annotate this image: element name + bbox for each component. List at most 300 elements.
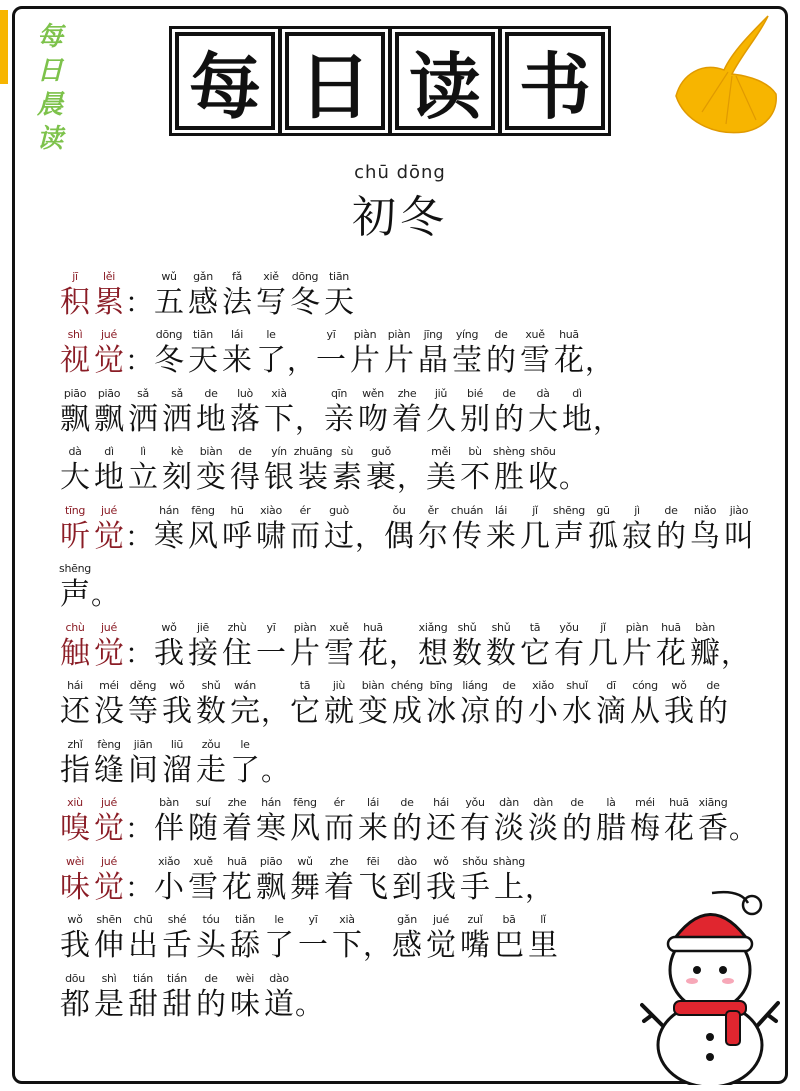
hanzi: 花	[664, 811, 694, 846]
pinyin: shēng	[553, 503, 585, 517]
hanzi: 银	[264, 460, 294, 495]
hanzi-with-pinyin	[492, 854, 526, 906]
hanzi: 的	[698, 694, 728, 729]
pinyin: xuě	[525, 328, 545, 341]
hanzi: 数	[452, 635, 482, 671]
hanzi-with-pinyin	[322, 678, 356, 730]
poem-line	[58, 555, 758, 614]
hanzi-with-pinyin	[424, 444, 458, 496]
hanzi: ，	[721, 636, 750, 670]
hanzi-with-pinyin	[160, 386, 194, 438]
sense-label-char	[58, 854, 92, 906]
pinyin: shèng	[493, 445, 525, 458]
hanzi: 别	[460, 401, 490, 437]
pinyin: piàn	[625, 620, 649, 634]
pinyin: tóu	[202, 913, 220, 926]
hanzi: 几	[588, 635, 618, 671]
hanzi-with-pinyin	[194, 971, 228, 1023]
hanzi: 随	[188, 811, 218, 846]
pinyin: wǒ	[433, 854, 449, 868]
hanzi-with-pinyin	[526, 912, 560, 964]
hanzi-with-pinyin	[92, 444, 126, 496]
hanzi-with-pinyin	[288, 678, 322, 730]
hanzi-with-pinyin	[228, 737, 262, 789]
sense-label-char	[92, 327, 126, 379]
hanzi: 舔	[230, 928, 260, 963]
hanzi: 的	[486, 343, 516, 378]
hanzi: 冬	[290, 284, 320, 320]
hanzi-with-pinyin	[458, 854, 492, 906]
pinyin: hái	[433, 796, 449, 809]
hanzi: 刻	[162, 460, 192, 495]
hanzi: 的	[656, 518, 686, 554]
pinyin: ér	[299, 503, 311, 517]
hanzi-with-pinyin	[152, 327, 186, 379]
hanzi: ：	[125, 519, 154, 553]
hanzi: 嘴	[460, 928, 490, 963]
pinyin: piāo	[259, 854, 283, 868]
pinyin: sǎ	[137, 386, 149, 400]
pinyin: chù	[65, 620, 85, 634]
hanzi-with-pinyin	[382, 503, 416, 555]
pinyin: wǒ	[671, 679, 687, 692]
pinyin: jué	[101, 620, 117, 634]
hanzi-with-pinyin	[586, 620, 620, 672]
pinyin: hán	[159, 503, 179, 517]
pinyin: ǒu	[392, 503, 406, 517]
pinyin: de	[664, 503, 678, 517]
pinyin: xià	[271, 386, 287, 400]
pinyin: guǒ	[371, 445, 391, 458]
hanzi: 想	[418, 635, 448, 671]
pinyin: de	[502, 679, 516, 692]
hanzi: 风	[290, 811, 320, 846]
hanzi-with-pinyin	[526, 795, 560, 847]
hanzi-with-pinyin	[254, 503, 288, 555]
hanzi: 腊	[596, 811, 626, 846]
pinyin: jiē	[197, 620, 209, 634]
hanzi-with-pinyin	[92, 971, 126, 1023]
hanzi-with-pinyin	[450, 503, 484, 555]
hanzi: 它	[520, 635, 550, 671]
poem-line	[58, 672, 758, 731]
hanzi: 片	[384, 343, 414, 378]
hanzi-with-pinyin	[160, 971, 194, 1023]
poem-line	[58, 262, 758, 321]
pinyin: de	[502, 386, 516, 400]
hanzi-with-pinyin	[450, 620, 484, 672]
hanzi: 天	[188, 343, 218, 378]
hanzi-with-pinyin	[654, 503, 688, 555]
hanzi: 触	[60, 635, 90, 671]
pinyin: shōu	[530, 445, 556, 458]
hanzi: 天	[324, 284, 354, 320]
hanzi: 的	[392, 811, 422, 846]
pinyin: zǒu	[201, 737, 221, 751]
punctuation	[126, 620, 152, 672]
hanzi-with-pinyin	[254, 795, 288, 847]
hanzi: 积	[60, 284, 90, 320]
hanzi: 久	[426, 401, 456, 437]
pinyin: jǐ	[600, 620, 606, 634]
banner-char: 书	[505, 32, 605, 130]
hanzi: 我	[60, 928, 90, 963]
pinyin: le	[240, 737, 250, 751]
hanzi: 素	[332, 460, 362, 495]
hanzi: ，	[397, 461, 426, 494]
hanzi-with-pinyin	[492, 386, 526, 438]
hanzi: ：	[125, 344, 154, 377]
pinyin: bàn	[695, 620, 715, 634]
hanzi: 寒	[256, 811, 286, 846]
hanzi: 成	[392, 694, 422, 729]
hanzi-with-pinyin	[288, 503, 322, 555]
side-char: 日	[36, 56, 63, 86]
pinyin: xiǎo	[158, 854, 180, 868]
hanzi: 呼	[222, 518, 252, 554]
hanzi: 大	[528, 401, 558, 437]
hanzi: 还	[60, 694, 90, 729]
hanzi-with-pinyin	[194, 444, 228, 496]
hanzi-with-pinyin	[194, 737, 228, 789]
pinyin: jiù	[332, 679, 346, 692]
hanzi-with-pinyin	[390, 912, 424, 964]
hanzi: 都	[60, 986, 90, 1022]
hanzi-with-pinyin	[322, 269, 356, 321]
pinyin: xuě	[193, 854, 213, 868]
hanzi: 一	[298, 928, 328, 963]
hanzi: 地	[562, 401, 592, 437]
pinyin: chéng	[390, 679, 424, 692]
hanzi: 感	[392, 928, 422, 963]
hanzi-with-pinyin	[288, 620, 322, 672]
hanzi-with-pinyin	[92, 678, 126, 730]
sense-label-char	[58, 327, 92, 379]
hanzi-with-pinyin	[364, 444, 398, 496]
pinyin: shì	[67, 328, 83, 341]
pinyin: xiǎo	[532, 679, 554, 692]
pinyin: fèng	[97, 737, 121, 751]
hanzi: 裹	[366, 460, 396, 495]
hanzi-with-pinyin	[296, 912, 330, 964]
hanzi-with-pinyin	[492, 444, 526, 496]
pinyin: xiě	[263, 269, 279, 283]
poem-line	[58, 613, 758, 672]
poem-line	[58, 730, 758, 789]
hanzi: 有	[554, 635, 584, 671]
hanzi: 了	[230, 752, 260, 788]
hanzi: ，	[287, 344, 316, 377]
hanzi: 美	[426, 460, 456, 495]
pinyin: chū	[133, 913, 153, 926]
hanzi-with-pinyin	[228, 444, 262, 496]
pinyin: lái	[231, 328, 243, 341]
pinyin: luò	[237, 386, 253, 400]
hanzi: 住	[222, 635, 252, 671]
hanzi-with-pinyin	[560, 386, 594, 438]
hanzi-with-pinyin	[228, 678, 262, 730]
pinyin: bù	[468, 445, 482, 458]
hanzi: 甜	[162, 986, 192, 1022]
hanzi: 。	[295, 987, 324, 1021]
hanzi-with-pinyin	[293, 444, 333, 496]
pinyin: yíng	[455, 328, 479, 341]
punctuation	[126, 327, 152, 379]
hanzi: 淡	[494, 811, 524, 846]
pinyin: xiǎng	[418, 620, 448, 634]
hanzi: 。	[729, 812, 758, 845]
sense-label-char	[92, 854, 126, 906]
hanzi-with-pinyin	[58, 386, 92, 438]
pinyin: niǎo	[693, 503, 717, 517]
hanzi: 啸	[256, 518, 286, 554]
banner-char: 读	[395, 32, 495, 130]
hanzi: 花	[656, 635, 686, 671]
hanzi: 飘	[256, 869, 286, 905]
hanzi-with-pinyin	[424, 795, 458, 847]
pinyin: shì	[101, 971, 117, 985]
pinyin: jué	[101, 328, 117, 341]
pinyin: yī	[266, 620, 276, 634]
hanzi-with-pinyin	[194, 386, 228, 438]
pinyin: xuě	[329, 620, 349, 634]
punctuation	[560, 444, 586, 496]
pinyin: fǎ	[231, 269, 242, 283]
pinyin: zhe	[397, 386, 417, 400]
hanzi-with-pinyin	[160, 912, 194, 964]
pinyin: shǔ	[201, 679, 221, 692]
hanzi: 雪	[324, 635, 354, 671]
hanzi: 地	[94, 460, 124, 495]
pinyin: měi	[431, 445, 451, 458]
hanzi: 传	[452, 518, 482, 554]
hanzi-with-pinyin	[356, 386, 390, 438]
hanzi: 声	[554, 518, 584, 554]
hanzi: 大	[60, 460, 90, 495]
hanzi-with-pinyin	[688, 620, 722, 672]
pinyin: fēng	[293, 796, 317, 809]
hanzi-with-pinyin	[424, 854, 458, 906]
punctuation	[296, 386, 322, 438]
hanzi-with-pinyin	[628, 795, 662, 847]
punctuation	[364, 912, 390, 964]
punctuation	[526, 854, 552, 906]
punctuation	[126, 854, 152, 906]
hanzi: 落	[230, 401, 260, 437]
hanzi: 伴	[154, 811, 184, 846]
hanzi: 没	[94, 694, 124, 729]
pinyin: dōng	[291, 269, 319, 283]
pinyin: dàn	[533, 796, 553, 809]
pinyin: bā	[502, 913, 516, 926]
hanzi-with-pinyin	[322, 795, 356, 847]
punctuation	[126, 503, 152, 555]
hanzi: 道	[264, 986, 294, 1022]
hanzi: 写	[256, 284, 286, 320]
hanzi: 味	[60, 869, 90, 905]
pinyin: jiān	[133, 737, 153, 751]
poem-title: 初冬	[352, 192, 448, 243]
side-text-morning-reading	[30, 20, 70, 156]
pinyin: lěi	[103, 269, 115, 283]
punctuation	[126, 795, 152, 847]
pinyin: dà	[68, 445, 82, 458]
hanzi: 变	[358, 694, 388, 729]
sense-label-char	[92, 795, 126, 847]
hanzi: 就	[324, 694, 354, 729]
pinyin: huā	[227, 854, 247, 868]
pinyin: tiǎn	[235, 913, 255, 926]
pinyin: jué	[101, 854, 117, 868]
hanzi-with-pinyin	[492, 795, 526, 847]
hanzi-with-pinyin	[126, 386, 160, 438]
hanzi: 还	[426, 811, 456, 846]
pinyin: zhuāng	[293, 445, 333, 458]
side-char: 晨	[36, 90, 63, 120]
hanzi: 数	[196, 694, 226, 729]
hanzi-with-pinyin	[228, 386, 262, 438]
hanzi: 觉	[94, 343, 124, 378]
pinyin: wěn	[362, 386, 384, 400]
hanzi-with-pinyin	[58, 561, 92, 613]
hanzi: ，	[261, 695, 290, 728]
pinyin: shēng	[59, 562, 91, 575]
hanzi-with-pinyin	[526, 444, 560, 496]
hanzi: 香	[698, 811, 728, 846]
pinyin: liáng	[462, 679, 488, 692]
pinyin: zhe	[329, 854, 349, 868]
sense-label-char	[58, 503, 92, 555]
hanzi-with-pinyin	[58, 971, 92, 1023]
hanzi-with-pinyin	[620, 503, 654, 555]
punctuation	[722, 620, 748, 672]
pinyin: wǔ	[297, 854, 313, 868]
pinyin: wèi	[66, 854, 84, 868]
pinyin: tiān	[329, 269, 349, 283]
hanzi: 来	[486, 518, 516, 554]
hanzi: 觉	[94, 518, 124, 554]
hanzi-with-pinyin	[458, 678, 492, 730]
pinyin: gǎn	[193, 269, 213, 283]
hanzi: 洒	[162, 401, 192, 437]
hanzi: 而	[324, 811, 354, 846]
pinyin: guò	[329, 503, 349, 517]
hanzi-with-pinyin	[560, 795, 594, 847]
hanzi-with-pinyin	[424, 386, 458, 438]
hanzi: 亲	[324, 401, 354, 437]
hanzi: 嗅	[60, 811, 90, 846]
hanzi-with-pinyin	[288, 269, 322, 321]
hanzi-with-pinyin	[160, 737, 194, 789]
hanzi: 一	[316, 343, 346, 378]
pinyin: de	[204, 971, 218, 985]
hanzi: 吻	[358, 401, 388, 437]
pinyin: děng	[129, 679, 157, 692]
hanzi: 来	[358, 811, 388, 846]
hanzi: 有	[460, 811, 490, 846]
hanzi-with-pinyin	[654, 620, 688, 672]
pinyin: ěr	[427, 503, 439, 517]
hanzi-with-pinyin	[322, 503, 356, 555]
hanzi-with-pinyin	[662, 795, 696, 847]
punctuation	[594, 386, 620, 438]
hanzi: 梅	[630, 811, 660, 846]
pinyin: tián	[133, 971, 153, 985]
hanzi-with-pinyin	[254, 620, 288, 672]
hanzi: 晶	[418, 343, 448, 378]
pinyin: dàn	[499, 796, 519, 809]
sense-label-char	[92, 269, 126, 321]
hanzi-with-pinyin	[186, 327, 220, 379]
pinyin: cóng	[632, 679, 658, 692]
pinyin: biàn	[199, 445, 223, 458]
hanzi: ，	[295, 402, 324, 436]
hanzi: 过	[324, 518, 354, 554]
pinyin: lái	[367, 796, 379, 809]
pinyin: hái	[67, 679, 83, 692]
hanzi-with-pinyin	[126, 971, 160, 1023]
pinyin: de	[706, 679, 720, 692]
hanzi: 的	[494, 694, 524, 729]
pinyin: zhǐ	[67, 737, 83, 751]
pinyin: jiào	[729, 503, 749, 517]
ginkgo-leaf-icon	[672, 12, 782, 142]
punctuation	[398, 444, 424, 496]
hanzi: 凉	[460, 694, 490, 729]
hanzi: 我	[162, 694, 192, 729]
hanzi: 片	[290, 635, 320, 671]
pinyin: de	[238, 445, 252, 458]
hanzi-with-pinyin	[322, 386, 356, 438]
pinyin: huā	[661, 620, 681, 634]
hanzi: 觉	[426, 928, 456, 963]
hanzi: 雪	[188, 869, 218, 905]
hanzi: 接	[188, 635, 218, 671]
hanzi-with-pinyin	[92, 912, 126, 964]
pinyin: lái	[495, 503, 507, 517]
hanzi-with-pinyin	[152, 503, 186, 555]
pinyin: chuán	[450, 503, 484, 517]
pinyin: le	[274, 913, 284, 926]
hanzi-with-pinyin	[458, 912, 492, 964]
hanzi-with-pinyin	[484, 503, 518, 555]
pinyin: jué	[101, 796, 117, 809]
hanzi-with-pinyin	[552, 620, 586, 672]
hanzi: 数	[486, 635, 516, 671]
hanzi: 。	[559, 461, 588, 494]
hanzi: 的	[494, 401, 524, 437]
pinyin: bàn	[159, 796, 179, 809]
hanzi-with-pinyin	[450, 327, 484, 379]
hanzi: 寒	[154, 518, 184, 554]
pinyin: bié	[467, 386, 483, 400]
hanzi-with-pinyin	[424, 912, 458, 964]
hanzi-with-pinyin	[194, 912, 228, 964]
poem-line	[58, 438, 758, 497]
pinyin: piāo	[97, 386, 121, 400]
poem-line	[58, 379, 758, 438]
hanzi: ，	[585, 344, 614, 377]
hanzi-with-pinyin	[220, 503, 254, 555]
pinyin: jué	[433, 913, 449, 926]
sense-label-char	[58, 620, 92, 672]
sense-label-char	[92, 620, 126, 672]
hanzi: 间	[128, 752, 158, 788]
hanzi: 走	[196, 752, 226, 788]
poem-line	[58, 321, 758, 380]
hanzi-with-pinyin	[58, 444, 92, 496]
pinyin: biàn	[361, 679, 385, 692]
